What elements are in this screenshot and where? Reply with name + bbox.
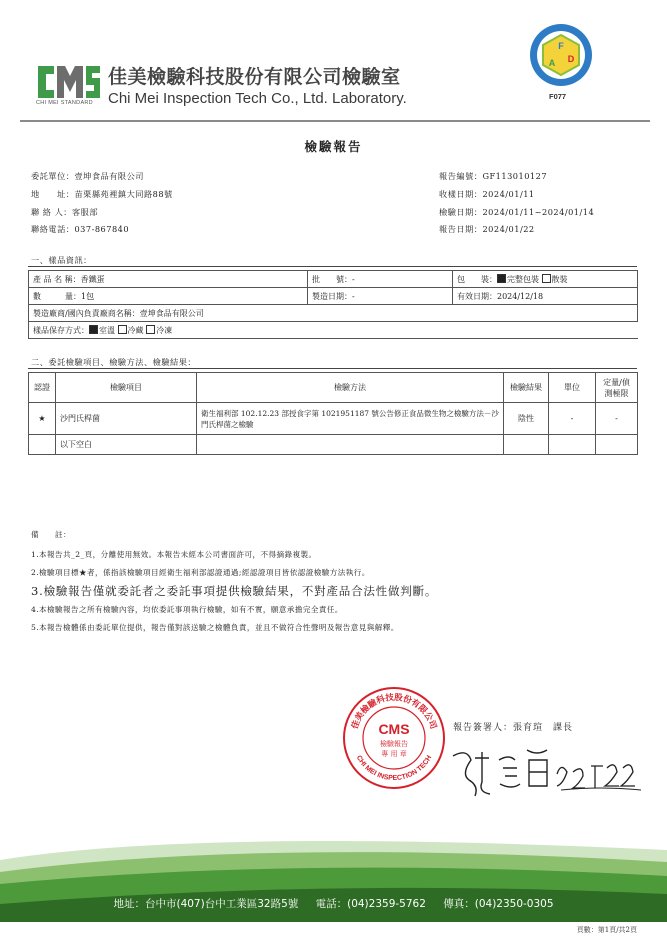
handwritten-signature <box>445 738 645 800</box>
signatory-label: 報告簽署人：張育瑄 課長 <box>453 723 574 733</box>
col-item: 檢驗項目 <box>56 373 197 403</box>
test-period: 檢驗日期：2024/01/11~2024/01/14 <box>439 207 595 217</box>
row2-cert <box>29 435 56 455</box>
section1-heading: 一、樣品資訊： <box>31 255 92 265</box>
storage-option-room: 室溫 <box>99 325 115 335</box>
row1-method: 衛生福利部 102.12.23 部授食字第 1021951187 號公告修正食品微生物之檢驗方法－沙門氏桿菌之檢驗 <box>197 403 504 435</box>
checked-box-icon <box>89 325 98 334</box>
section1-rule <box>28 266 637 267</box>
row2-limit <box>596 435 638 455</box>
col-method: 檢驗方法 <box>197 373 504 403</box>
note-5: 5.本報告檢體係由委託單位提供，報告僅對該送驗之檢體負責，並且不做符合性聲明及報告意見與解釋。 <box>31 623 399 632</box>
page-number: 頁數：第1頁/共2頁 <box>576 926 637 934</box>
seal-bottom-text: CHI MEI INSPECTION TECH <box>354 754 434 783</box>
report-title: 檢驗報告 <box>304 139 363 154</box>
note-1: 1.本報告共_2_頁，分離使用無效。本報告未經本公司書面許可，不得摘錄複製。 <box>31 550 317 559</box>
package-cell <box>453 271 638 288</box>
cms-logo <box>36 60 102 104</box>
row2-item: 以下空白 <box>56 435 197 455</box>
note-3: 3.檢驗報告僅就委託者之委託事項提供檢驗結果，不對產品合法性做判斷。 <box>31 584 438 598</box>
storage-label: 樣品保存方式： <box>33 325 89 335</box>
row2-result <box>504 435 549 455</box>
header-divider <box>20 120 650 122</box>
report-number: 報告編號：GF113010127 <box>439 171 548 181</box>
product-name: 產 品 名 稱：香鐵蛋 <box>29 271 308 288</box>
package-label: 包 裝： <box>457 274 497 284</box>
col-limit: 定量/偵測極限 <box>596 373 638 403</box>
logo-subtitle: CHI MEI STANDARD <box>36 100 93 106</box>
accreditation-code: F077 <box>549 92 567 101</box>
col-cert: 認證 <box>29 373 56 403</box>
svg-text:A: A <box>548 58 556 68</box>
package-option-bulk: 散裝 <box>551 274 568 284</box>
notes-heading: 備 註： <box>31 530 71 539</box>
footer-fax: 傳真：(04)2350-0305 <box>443 898 554 910</box>
seal-logo: CMS <box>378 721 410 737</box>
company-name-zh: 佳美檢驗科技股份有限公司檢驗室 <box>108 66 401 88</box>
sample-info-table <box>28 270 638 339</box>
note-2: 2.檢驗項目標★者，係指該檢驗項目經衛生福利部認證通過;經認證項目皆依認證檢驗方法執行。 <box>31 568 370 577</box>
row1-item: 沙門氏桿菌 <box>56 403 197 435</box>
package-option-complete: 完整包裝 <box>507 274 539 284</box>
footer-contact <box>0 896 667 911</box>
seal-top-text: 佳美檢驗科技股份有限公司 <box>350 692 438 731</box>
svg-text:D: D <box>567 54 575 64</box>
section2-heading: 二、委託檢驗項目、檢驗方法、檢驗結果： <box>31 357 197 367</box>
taf-accreditation-badge <box>528 22 594 88</box>
manufacture-date: 製造日期：- <box>308 288 453 305</box>
company-seal <box>342 686 446 790</box>
row2-method <box>197 435 504 455</box>
seal-line2: 專 用 章 <box>381 750 407 758</box>
col-unit: 單位 <box>549 373 596 403</box>
report-date: 報告日期：2024/01/22 <box>439 224 535 234</box>
footer-banner <box>0 828 667 940</box>
row1-cert: ★ <box>29 403 56 435</box>
row1-unit: - <box>549 403 596 435</box>
expiry-date: 有效日期：2024/12/18 <box>453 288 638 305</box>
seal-line1: 檢驗報告 <box>380 740 408 748</box>
quantity: 數 量：1包 <box>29 288 308 305</box>
storage-option-frozen: 冷凍 <box>156 325 173 335</box>
client-address: 地 址：苗栗縣苑裡鎮大同路88號 <box>31 189 173 199</box>
footer-phone: 電話：(04)2359-5762 <box>315 898 426 910</box>
unchecked-box-icon <box>542 274 551 283</box>
client-phone: 聯絡電話：037-867840 <box>31 224 130 234</box>
row1-limit: - <box>596 403 638 435</box>
client-unit: 委託單位：壹坤食品有限公司 <box>31 171 144 181</box>
svg-text:F: F <box>558 41 564 51</box>
footer-address: 地址：台中市(407)台中工業區32路5號 <box>113 898 299 910</box>
unchecked-box-icon <box>146 325 155 334</box>
batch-number: 批 號：- <box>308 271 453 288</box>
checked-box-icon <box>497 274 506 283</box>
row2-unit <box>549 435 596 455</box>
unchecked-box-icon <box>118 325 127 334</box>
received-date: 收樣日期：2024/01/11 <box>439 189 535 199</box>
company-name-en: Chi Mei Inspection Tech Co., Ltd. Laboratory. <box>108 90 407 107</box>
storage-option-chilled: 冷藏 <box>127 325 144 335</box>
col-result: 檢驗結果 <box>504 373 549 403</box>
section2-rule <box>28 368 637 369</box>
manufacturer: 製造廠商/國內負責廠商名稱：壹坤食品有限公司 <box>29 305 638 322</box>
client-contact: 聯 絡 人：客服部 <box>31 207 99 217</box>
notes-block <box>31 529 437 633</box>
note-4: 4.本檢驗報告之所有檢驗內容，均依委託事項執行檢驗，如有不實，願意承擔完全責任。 <box>31 605 343 614</box>
storage-cell <box>29 322 638 339</box>
results-table <box>28 372 638 455</box>
row1-result: 陰性 <box>504 403 549 435</box>
